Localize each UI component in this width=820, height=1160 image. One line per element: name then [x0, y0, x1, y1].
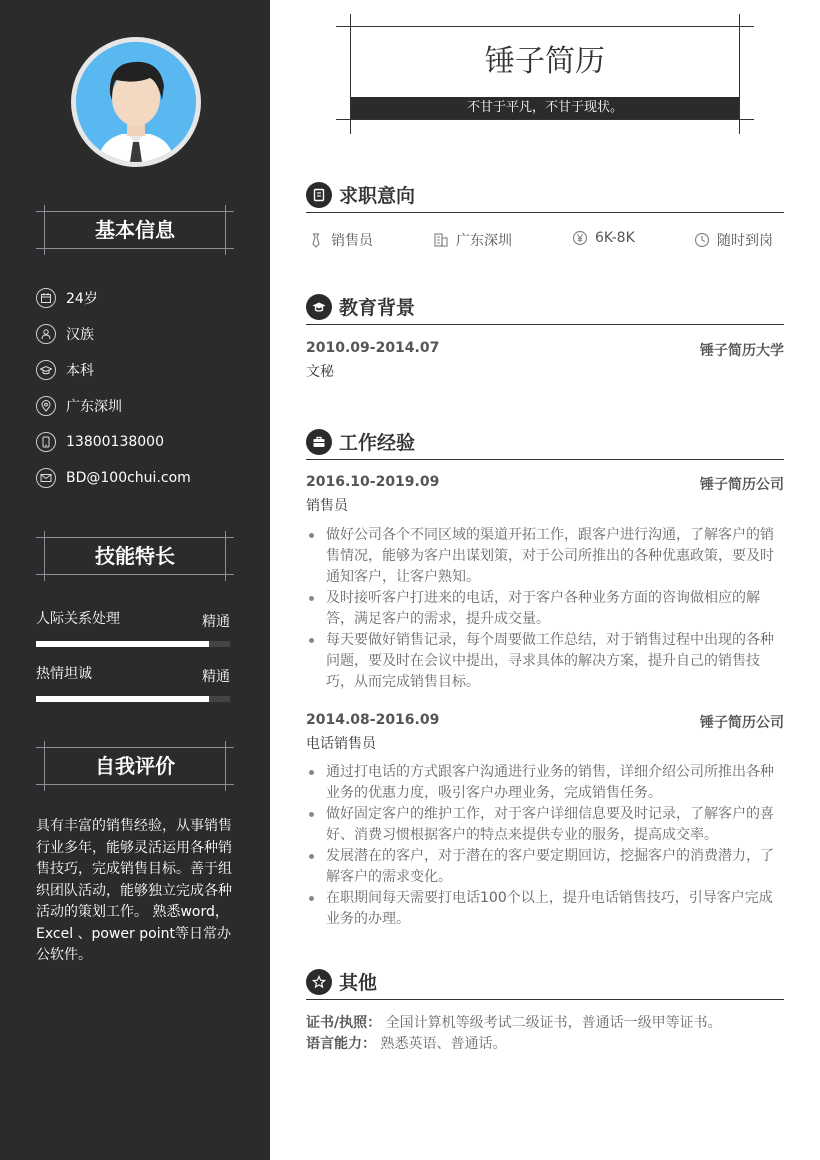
- resume-header: [336, 14, 754, 134]
- info-ethnicity: 汉族: [36, 316, 191, 352]
- skill-level: 精通: [202, 614, 230, 630]
- education-date: 2010.09-2014.07: [306, 340, 440, 356]
- graduation-cap-icon: [306, 294, 332, 320]
- education-school: 锤子简历大学: [700, 343, 784, 359]
- info-education: 本科: [36, 352, 191, 388]
- skill-bar-fill: [36, 641, 209, 647]
- calendar-icon: [36, 288, 56, 308]
- star-icon: [306, 969, 332, 995]
- phone-icon: [36, 432, 56, 452]
- self-eval-text: 具有丰富的销售经验，从事销售行业多年，能够灵活运用各种销售技巧，完成销售目标。善于组织团队活动，能够独立完成各种活动的策划工作。 熟悉word，Excel 、power point等日常办公软件。: [36, 818, 232, 963]
- basic-info-title: 基本信息: [95, 218, 175, 242]
- clock-icon: [694, 232, 710, 248]
- skills-title: 技能特长: [95, 544, 175, 568]
- language-label: 语言能力：: [306, 1036, 376, 1052]
- job-intent-row: [306, 230, 784, 254]
- work-date: 2016.10-2019.09: [306, 474, 440, 490]
- skill-level: 精通: [202, 669, 230, 685]
- work-role: 销售员: [306, 498, 348, 514]
- skill-item: [36, 663, 230, 702]
- list-item: 在职期间每天需要打电话100个以上，提升电话销售技巧，引导客户完成业务的办理。: [306, 888, 784, 930]
- list-item: 每天要做好销售记录，每个周要做工作总结，对于销售过程中出现的各种问题，要及时在会议中提出，寻求具体的解决方案，提升自己的销售技巧，从而完成销售目标。: [306, 630, 784, 693]
- skills-title-frame: [36, 531, 234, 581]
- work-role: 电话销售员: [306, 736, 376, 752]
- education-major: 文秘: [306, 364, 334, 380]
- document-icon: [306, 182, 332, 208]
- intent-position: 销售员: [308, 230, 373, 250]
- skill-item: [36, 608, 230, 647]
- avatar-portrait-icon: [76, 42, 196, 162]
- section-header-work: [306, 424, 784, 460]
- list-item: 通过打电话的方式跟客户沟通进行业务的销售，详细介绍公司所推出各种业务的优惠力度，吸引客户办理业务，完成销售任务。: [306, 762, 784, 804]
- info-phone: [36, 424, 191, 460]
- list-item: 及时接听客户打进来的电话，对于客户各种业务方面的咨询做相应的解答，满足客户的需求，提升成交量。: [306, 588, 784, 630]
- section-title: 求职意向: [339, 185, 416, 207]
- work-duties: [306, 762, 784, 930]
- section-header-other: [306, 964, 784, 1000]
- skill-bar-fill: [36, 696, 209, 702]
- info-location: 广东深圳: [36, 388, 191, 424]
- work-company: 锤子简历公司: [700, 477, 784, 493]
- graduation-cap-icon: [36, 360, 56, 380]
- work-date: 2014.08-2016.09: [306, 712, 440, 728]
- intent-city: 广东深圳: [433, 230, 512, 250]
- cert-label: 证书/执照：: [306, 1015, 382, 1031]
- other-cert: [306, 1013, 784, 1034]
- section-title: 工作经验: [339, 432, 416, 454]
- section-header-education: [306, 289, 784, 325]
- info-age: 24岁: [36, 280, 191, 316]
- building-icon: [433, 232, 449, 248]
- skill-bar: [36, 641, 230, 647]
- work-company: 锤子简历公司: [700, 715, 784, 731]
- briefcase-icon: [306, 429, 332, 455]
- section-title: 教育背景: [339, 297, 416, 319]
- resume-slogan: 不甘于平凡，不甘于现状。: [351, 97, 739, 119]
- email-icon: [36, 468, 56, 488]
- sidebar: [0, 0, 270, 1160]
- other-language: [306, 1034, 784, 1055]
- work-duties: [306, 525, 784, 693]
- skill-bar: [36, 696, 230, 702]
- basic-info-list: [36, 280, 191, 496]
- skill-name: 热情坦诚: [36, 666, 92, 682]
- work-entry-head: [306, 474, 784, 494]
- section-title: 其他: [339, 972, 378, 994]
- intent-availability: 随时到岗: [694, 230, 773, 250]
- basic-info-title-frame: [36, 205, 234, 255]
- self-eval-title: 自我评价: [95, 754, 175, 778]
- email-address[interactable]: BD@100chui.com: [66, 470, 191, 486]
- phone-number[interactable]: 13800138000: [66, 434, 164, 450]
- person-icon: [36, 324, 56, 344]
- cert-value: 全国计算机等级考试二级证书，普通话一级甲等证书。: [385, 1015, 722, 1031]
- yen-icon: [572, 230, 588, 246]
- self-eval-title-frame: [36, 741, 234, 791]
- avatar: [71, 37, 201, 167]
- tie-icon: [308, 232, 324, 248]
- location-pin-icon: [36, 396, 56, 416]
- info-email: [36, 460, 191, 496]
- list-item: 做好固定客户的维护工作，对于客户详细信息要及时记录，了解客户的喜好、消费习惯根据客户的特点来提供专业的服务，提高成交率。: [306, 804, 784, 846]
- skill-name: 人际关系处理: [36, 611, 120, 627]
- education-entry-head: [306, 340, 784, 360]
- work-entry-head: [306, 712, 784, 732]
- resume-name: 锤子简历: [485, 44, 605, 79]
- list-item: 做好公司各个不同区域的渠道开拓工作，跟客户进行沟通，了解客户的销售情况，能够为客户出谋划策，对于公司所推出的各种优惠政策，要及时通知客户，让客户熟知。: [306, 525, 784, 588]
- list-item: 发展潜在的客户，对于潜在的客户要定期回访，挖掘客户的消费潜力，了解客户的需求变化。: [306, 846, 784, 888]
- section-header-intent: [306, 177, 784, 213]
- intent-salary: 6K-8K: [572, 230, 635, 246]
- language-value: 熟悉英语、普通话。: [380, 1036, 507, 1052]
